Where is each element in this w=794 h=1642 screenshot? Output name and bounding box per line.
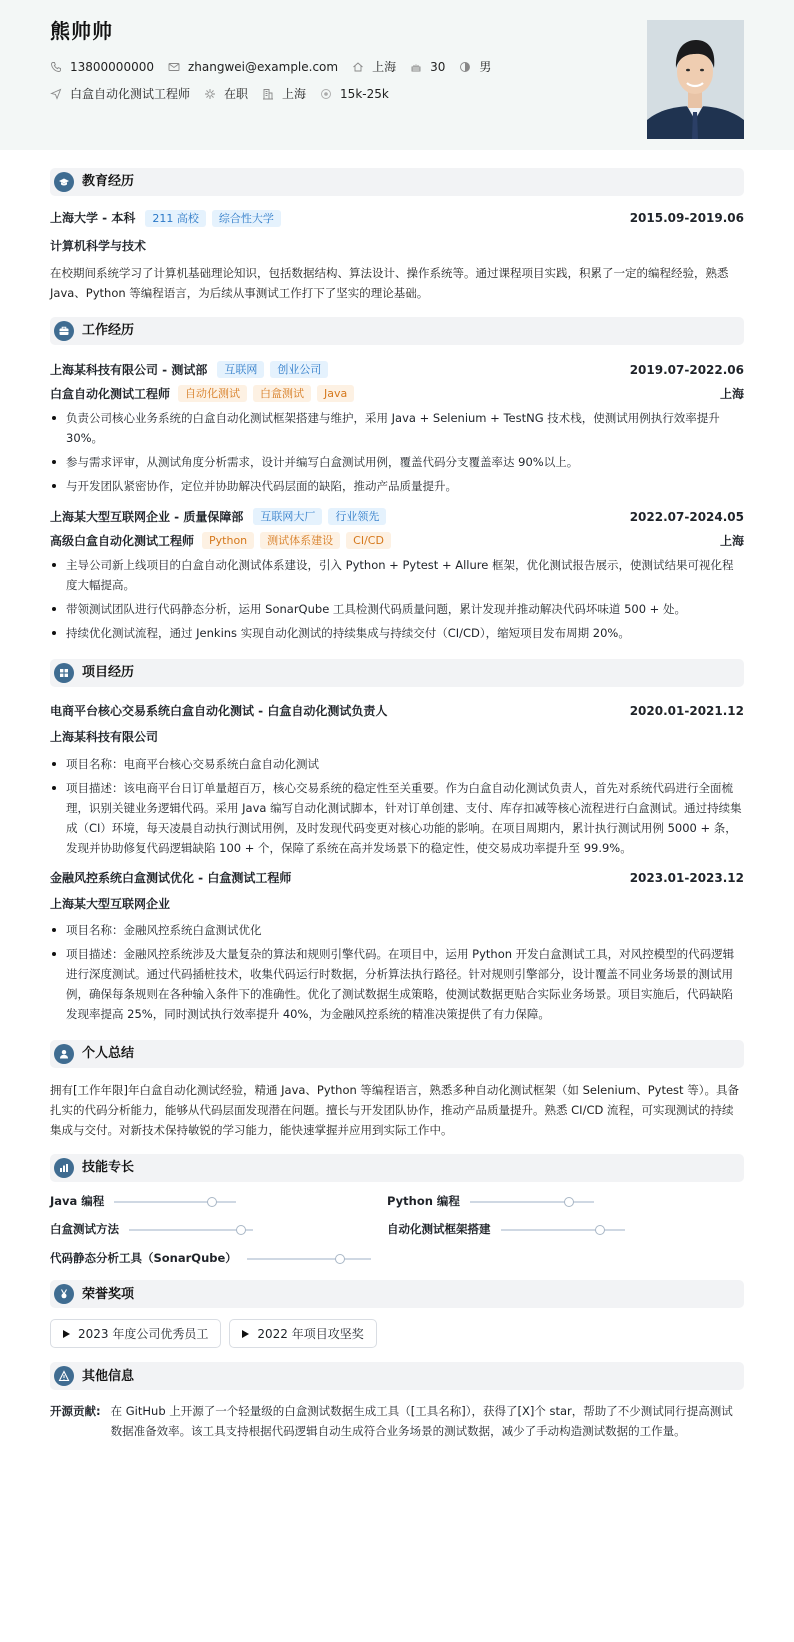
building-icon <box>262 88 274 100</box>
skills-grid <box>50 1194 744 1267</box>
candidate-name: 熊帅帅 <box>50 19 113 43</box>
job-role: 高级白盒自动化测试工程师 <box>50 533 195 548</box>
project-date: 2023.01-2023.12 <box>629 870 744 885</box>
salary-item <box>320 86 389 102</box>
company-tag: 行业领先 <box>328 508 386 525</box>
list-item: 持续优化测试流程，通过 Jenkins 实现自动化测试的持续集成与持续交付（CI/CD），缩短项目发布周期 20%。 <box>50 623 744 643</box>
skill-item <box>387 1222 724 1238</box>
section-awards-header <box>50 1280 744 1308</box>
skill-name: 自动化测试框架搭建 <box>387 1222 491 1237</box>
skill-level-knob <box>236 1225 246 1235</box>
chart-icon <box>54 1158 74 1178</box>
age-value: 30 <box>430 59 446 74</box>
education-entry-header <box>50 210 744 227</box>
other-label: 开源贡献: <box>50 1404 101 1419</box>
school-degree: 上海大学 - 本科 <box>50 211 136 226</box>
list-item: 项目描述：该电商平台日订单量超百万，核心交易系统的稳定性至关重要。作为白盒自动化测试负责人，首先对系统代码进行全面梳理，识别关键业务逻辑代码。采用 Java 编写自动化测试脚本，针对订单创建、支付、库存扣减等核心流程进行白盒测试。通过持续集成（CI）环境，每天凌晨自动执行测试用例，及时发现代码变更对核心功能的影响。在项目周期内，累计执行测试用例 5000 + 条，发现并协助修复代码逻辑缺陷 100 + 个，保障了系统在高并发场景下的稳定性，使交易成功率提升至 99.9%。 <box>50 778 744 858</box>
role-tag: 白盒测试 <box>253 385 311 402</box>
current-city: 上海 <box>372 59 397 74</box>
section-title: 项目经历 <box>82 665 135 681</box>
skill-level-bar <box>501 1229 625 1231</box>
grid-icon <box>54 663 74 683</box>
gender-icon <box>459 61 471 73</box>
skill-level-bar <box>247 1258 371 1260</box>
section-title: 个人总结 <box>82 1046 135 1062</box>
contact-row <box>50 58 744 76</box>
home-icon <box>352 61 364 73</box>
list-item: 项目名称：金融风控系统白盒测试优化 <box>50 920 744 940</box>
major: 计算机科学与技术 <box>50 239 147 253</box>
school-tag: 211 高校 <box>145 210 206 227</box>
skill-name: Python 编程 <box>387 1193 460 1208</box>
phone-item <box>50 59 154 75</box>
other-text: 在 GitHub 上开源了一个轻量级的白盒测试数据生成工具（[工具名称]），获得了[X]个 star，帮助了不少测试同行提高测试数据准备效率。该工具支持根据代码逻辑自动生成符合业务场景的测试数据，减少了手动构造测试数据的工作量。 <box>110 1404 733 1439</box>
skill-item <box>50 1222 387 1238</box>
list-item: 参与需求评审，从测试角度分析需求，设计并编写白盒测试用例，覆盖代码分支覆盖率达 90%以上。 <box>50 452 744 472</box>
send-icon <box>50 88 62 100</box>
list-item: 主导公司新上线项目的白盒自动化测试体系建设，引入 Python + Pytest + Allure 框架，优化测试报告展示，使测试结果可视化程度大幅提高。 <box>50 555 744 595</box>
section-projects-header <box>50 659 744 687</box>
section-title: 其他信息 <box>82 1368 135 1384</box>
job-header <box>50 361 744 378</box>
section-other-header <box>50 1362 744 1390</box>
salary-icon <box>320 88 332 100</box>
status-icon <box>204 88 216 100</box>
skill-level-knob <box>335 1254 345 1264</box>
skill-level-knob <box>207 1197 217 1207</box>
summary-text: 拥有[工作年限]年白盒自动化测试经验，精通 Java、Python 等编程语言，熟悉多种自动化测试框架（如 Selenium、Pytest 等）。具备扎实的代码分析能力，能够从代码层面发现潜在问题。擅长与开发团队协作，推动产品质量提升。熟悉 CI/CD 流程，可实现测试的持续集成与交付。对新技术保持敏锐的学习能力，能快速掌握并应用到实际工作中。 <box>50 1082 739 1137</box>
phone-icon <box>50 61 62 73</box>
section-title: 荣誉奖项 <box>82 1286 135 1302</box>
profile-photo <box>647 20 744 139</box>
section-title: 教育经历 <box>82 174 135 190</box>
project-bullets <box>50 920 744 1024</box>
job-date: 2022.07-2024.05 <box>629 509 744 524</box>
section-title: 技能专长 <box>82 1160 135 1176</box>
target-position-item <box>50 86 190 102</box>
education-description: 在校期间系统学习了计算机基础理论知识，包括数据结构、算法设计、操作系统等。通过课程项目实践，积累了一定的编程经验，熟悉 Java、Python 等编程语言，为后续从事测试工作打下了坚实的理论基础。 <box>50 266 729 301</box>
skill-item <box>50 1194 387 1210</box>
project-company: 上海某大型互联网企业 <box>50 896 171 911</box>
play-icon <box>242 1330 249 1338</box>
graduation-cap-icon <box>54 172 74 192</box>
role-tag: Java <box>317 385 354 402</box>
section-summary-header <box>50 1040 744 1068</box>
award-item <box>229 1319 376 1348</box>
job-location: 上海 <box>719 386 744 401</box>
medal-icon <box>54 1284 74 1304</box>
user-icon <box>54 1044 74 1064</box>
project-name: 电商平台核心交易系统白盒自动化测试 - 白盒自动化测试负责人 <box>50 704 388 719</box>
list-item: 负责公司核心业务系统的白盒自动化测试框架搭建与维护，采用 Java + Selenium + TestNG 技术栈，使测试用例执行效率提升 30%。 <box>50 408 744 448</box>
awards-list <box>50 1319 744 1348</box>
role-tag: CI/CD <box>346 532 391 549</box>
job-role: 白盒自动化测试工程师 <box>50 386 171 401</box>
job-status: 在职 <box>224 86 249 101</box>
project-name: 金融风控系统白盒测试优化 - 白盒测试工程师 <box>50 870 292 885</box>
job-header <box>50 508 744 525</box>
skill-level-bar <box>129 1229 253 1231</box>
section-title: 工作经历 <box>82 323 135 339</box>
project-date: 2020.01-2021.12 <box>629 704 744 719</box>
award-name: 2023 年度公司优秀员工 <box>78 1326 209 1341</box>
role-tag: Python <box>202 532 254 549</box>
skill-item <box>387 1194 724 1210</box>
gender-item <box>459 59 491 75</box>
project-header <box>50 870 744 886</box>
project-header <box>50 703 744 719</box>
age-item <box>410 59 445 75</box>
job-role-row <box>50 385 744 402</box>
status-item <box>204 86 248 102</box>
skill-level-bar <box>470 1201 594 1203</box>
role-tag: 测试体系建设 <box>260 532 340 549</box>
expected-salary: 15k-25k <box>340 86 389 101</box>
other-info <box>50 1401 744 1441</box>
skill-level-bar <box>114 1201 236 1203</box>
briefcase-icon <box>54 321 74 341</box>
job-bullets <box>50 408 744 496</box>
job-intent-row <box>50 85 744 103</box>
email-address: zhangwei@example.com <box>187 59 339 74</box>
info-icon <box>54 1366 74 1386</box>
company-tag: 互联网 <box>217 361 264 378</box>
skill-name: Java 编程 <box>50 1193 105 1208</box>
list-item: 项目名称：电商平台核心交易系统白盒自动化测试 <box>50 754 744 774</box>
role-tag: 自动化测试 <box>178 385 247 402</box>
skill-name: 代码静态分析工具（SonarQube） <box>50 1250 237 1265</box>
education-date: 2015.09-2019.06 <box>629 211 744 226</box>
skill-level-knob <box>564 1197 574 1207</box>
resume-content <box>0 168 794 1441</box>
age-icon <box>410 61 422 73</box>
target-city: 上海 <box>282 86 307 101</box>
company-name: 上海某大型互联网企业 - 质量保障部 <box>50 509 244 524</box>
company-name: 上海某科技有限公司 - 测试部 <box>50 362 208 377</box>
skill-level-knob <box>595 1225 605 1235</box>
award-item <box>50 1319 221 1348</box>
gender-value: 男 <box>479 59 492 74</box>
email-item <box>168 59 338 75</box>
section-work-header <box>50 317 744 345</box>
section-education-header <box>50 168 744 196</box>
skill-item <box>50 1251 387 1267</box>
school-tag: 综合性大学 <box>212 210 281 227</box>
target-position: 白盒自动化测试工程师 <box>70 86 191 101</box>
company-tag: 创业公司 <box>270 361 328 378</box>
city-item <box>352 59 396 75</box>
mail-icon <box>168 61 180 73</box>
project-bullets <box>50 754 744 858</box>
award-name: 2022 年项目攻坚奖 <box>257 1326 364 1341</box>
resume-header <box>0 0 794 150</box>
company-tag: 互联网大厂 <box>253 508 322 525</box>
job-location: 上海 <box>719 533 744 548</box>
section-skills-header <box>50 1154 744 1182</box>
job-bullets <box>50 555 744 643</box>
list-item: 与开发团队紧密协作，定位并协助解决代码层面的缺陷，推动产品质量提升。 <box>50 476 744 496</box>
target-city-item <box>262 86 306 102</box>
project-company: 上海某科技有限公司 <box>50 730 159 745</box>
skill-name: 白盒测试方法 <box>50 1222 119 1237</box>
list-item: 项目描述：金融风控系统涉及大量复杂的算法和规则引擎代码。在项目中，运用 Python 开发白盒测试工具，对风控模型的代码逻辑进行深度测试。通过代码插桩技术，收集代码运行时数据，分析算法执行路径。针对规则引擎部分，设计覆盖不同业务场景的测试用例，确保每条规则在各种输入条件下的准确性。优化了测试数据生成策略，使测试数据更贴合实际业务场景。项目实施后，代码缺陷发现率提高 25%，同时测试执行效率提升 40%，为金融风控系统的精准决策提供了有力保障。 <box>50 944 744 1024</box>
phone-number: 13800000000 <box>70 59 154 74</box>
list-item: 带领测试团队进行代码静态分析，运用 SonarQube 工具检测代码质量问题，累计发现并推动解决代码坏味道 500 + 处。 <box>50 599 744 619</box>
job-role-row <box>50 532 744 549</box>
job-date: 2019.07-2022.06 <box>629 362 744 377</box>
play-icon <box>63 1330 70 1338</box>
